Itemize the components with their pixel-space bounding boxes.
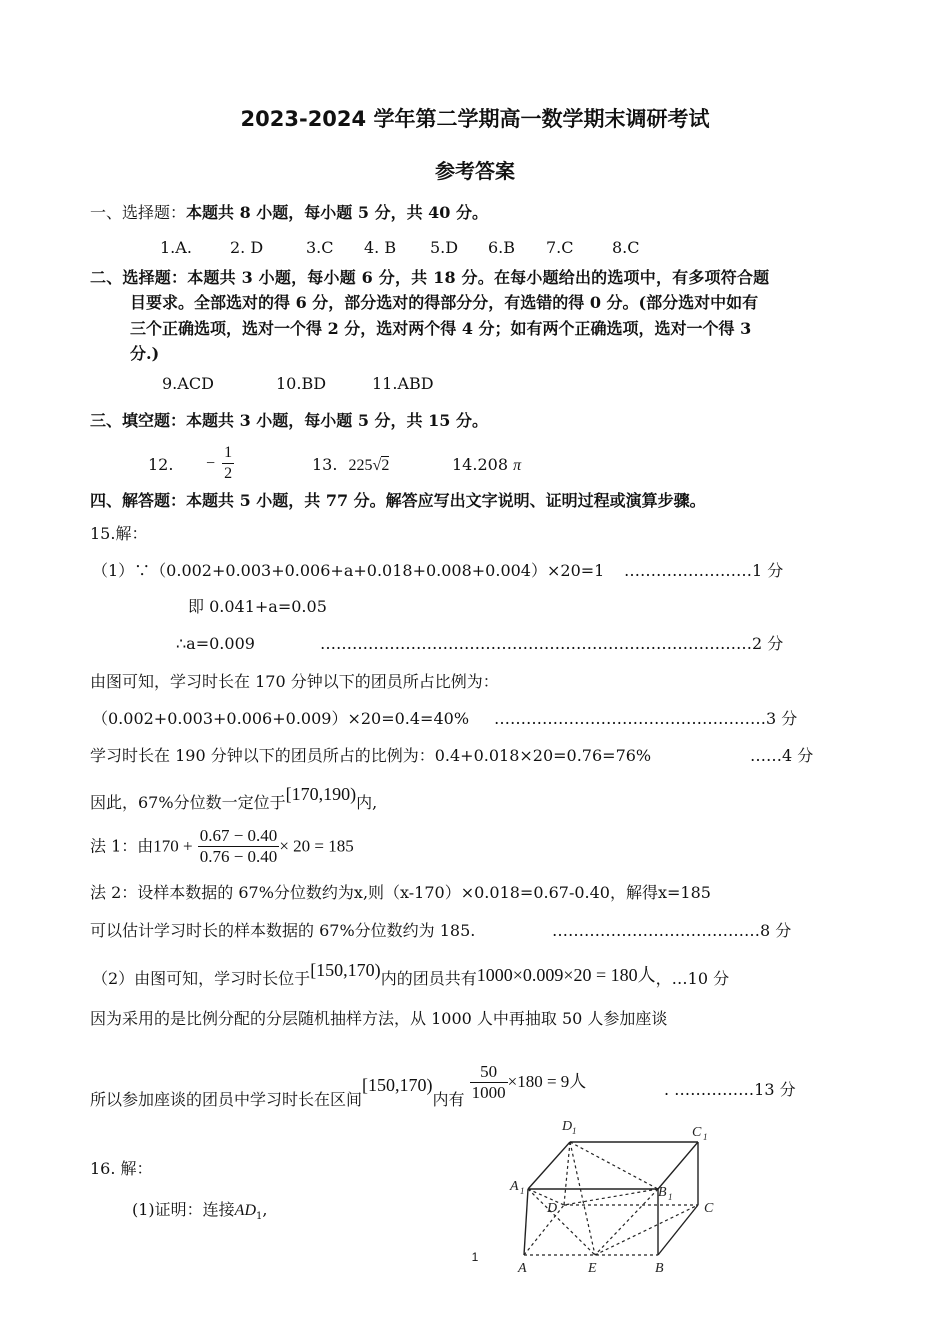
- q15-line13-numerator: 50: [470, 1062, 508, 1083]
- section2-line: 三个正确选项，选对一个得 2 分，选对两个得 4 分；如有两个正确选项，选对一个得 3: [130, 319, 752, 338]
- section3-heading: 三、填空题：本题共 3 小题，每小题 5 分，共 15 分。: [90, 411, 488, 430]
- edge-A1A: [524, 1189, 528, 1255]
- q16-line1-b: ,: [262, 1200, 268, 1219]
- sub-A1: 1: [520, 1186, 525, 1196]
- q15-score7: . ……………13 分: [664, 1080, 796, 1099]
- seg-A1D: [528, 1189, 564, 1205]
- q12-answer: [206, 443, 234, 484]
- q13-radicand: 2: [381, 457, 390, 474]
- q15-line7-a: 因此，67%分位数一定位于: [90, 793, 286, 812]
- q12-sign: −: [206, 455, 216, 472]
- section1-heading-plain: 一、选择题：: [90, 203, 187, 222]
- q15-line8-denominator: 0.76 − 0.40: [199, 847, 278, 866]
- q16-label: 16. 解：: [90, 1159, 153, 1178]
- label-E: E: [588, 1261, 597, 1276]
- label-A1: A: [510, 1179, 519, 1194]
- q15-line11-a: （2）由图可知，学习时长位于: [92, 969, 311, 988]
- q15-line7-b: 内,: [356, 793, 378, 812]
- q16-sub: 1: [256, 1211, 263, 1223]
- s1-answer: 1.A.: [160, 238, 192, 257]
- q15-line8: [90, 826, 354, 867]
- seg-B1E: [595, 1189, 658, 1255]
- q15-line8-numerator: 0.67 − 0.40: [199, 826, 278, 845]
- label-C: C: [704, 1201, 714, 1216]
- q15-line10: 可以估计学习时长的样本数据的 67%分位数约为 185.: [90, 921, 476, 940]
- q16-line1-a: (1)证明：连接: [132, 1200, 235, 1219]
- seg-A1E: [528, 1189, 595, 1255]
- page-title: 2023-2024 学年第二学期高一数学期末调研考试: [240, 107, 710, 131]
- s1-answer: 5.D: [430, 238, 459, 257]
- q14-pi: π: [513, 457, 522, 474]
- label-D1: D: [562, 1119, 573, 1134]
- q15-line11-interval: [150,170): [310, 960, 381, 980]
- q15-score3: ……………………………………………3 分: [494, 709, 798, 728]
- q15-line4: 由图可知，学习时长在 170 分钟以下的团员所占比例为：: [90, 672, 499, 691]
- s1-answer: 4. B: [364, 238, 397, 257]
- q15-line13-a: 所以参加座谈的团员中学习时长在区间: [90, 1090, 363, 1109]
- q15-line7: [90, 784, 378, 813]
- q15-line11-b: 内的团员共有: [380, 969, 477, 988]
- q15-line13-interval: [150,170): [362, 1075, 433, 1095]
- label-B: B: [655, 1261, 664, 1276]
- q13-label: 13.: [312, 455, 338, 474]
- s1-answer: 8.C: [612, 238, 640, 257]
- edge-D1D: [564, 1142, 570, 1205]
- q16-var: AD: [234, 1202, 256, 1219]
- sub-C1: 1: [703, 1132, 708, 1142]
- s1-answer: 7.C: [546, 238, 574, 257]
- q15-line8-pre: 170 +: [153, 836, 193, 856]
- q15-line11: [92, 960, 730, 989]
- q15-line13-denominator: 1000: [471, 1083, 506, 1102]
- section2-line: 二、选择题：本题共 3 小题，每小题 6 分，共 18 分。在每小题给出的选项中，有多项符合题: [90, 268, 770, 287]
- q15-line11-expr: 1000×0.009×20 = 180人: [476, 965, 656, 985]
- section1-heading: [90, 203, 488, 223]
- s2-answer: 9.ACD: [162, 374, 214, 393]
- label-A: A: [518, 1261, 527, 1276]
- q15-line1: （1）∵（0.002+0.003+0.006+a+0.018+0.008+0.004）×20=1: [92, 561, 605, 580]
- sqrt-icon: √: [372, 457, 382, 474]
- label-C1: C: [692, 1125, 702, 1140]
- s1-answer: 6.B: [488, 238, 516, 257]
- q15-line5: （0.002+0.003+0.006+0.009）×20=0.4=40%: [92, 709, 470, 728]
- q15-score1: ……………………1 分: [624, 561, 784, 580]
- q13-answer: [312, 455, 389, 476]
- q15-line13-post: ×180 = 9人: [507, 1072, 587, 1091]
- sub-B1: 1: [668, 1192, 673, 1202]
- q14-value: 208: [477, 455, 508, 474]
- q15-score5: …………………………………8 分: [552, 921, 792, 940]
- q15-interval: [170,190): [285, 784, 357, 804]
- q12-label: 12.: [148, 455, 174, 474]
- q15-line13: [90, 1062, 587, 1109]
- q15-line8-a: 法 1：由: [90, 836, 154, 856]
- s1-answer: 3.C: [306, 238, 334, 257]
- q16-line1: [132, 1200, 267, 1227]
- sub-D1: 1: [572, 1126, 577, 1136]
- q15-score4: ……4 分: [750, 746, 814, 765]
- edge-BC: [658, 1205, 698, 1255]
- q15-label: 15.解：: [90, 524, 148, 543]
- seg-EC: [595, 1205, 698, 1255]
- seg-D1E: [570, 1142, 595, 1255]
- q14-answer: [452, 455, 521, 476]
- q15-line3: ∴a=0.009: [176, 634, 255, 653]
- q14-label: 14.: [452, 455, 478, 474]
- q15-score2: ………………………………………………………………………2 分: [320, 634, 784, 653]
- section1-heading-bold: 本题共 8 小题，每小题 5 分，共 40 分。: [186, 203, 488, 222]
- q12-numerator: 1: [222, 443, 234, 464]
- section4-heading: 四、解答题：本题共 5 小题，共 77 分。解答应写出文字说明、证明过程或演算步骤。: [90, 491, 706, 510]
- section2-line: 目要求。全部选对的得 6 分，部分选对的得部分分，有选错的得 0 分。(部分选对中如有: [130, 293, 759, 312]
- q13-value: 225: [348, 457, 373, 474]
- s2-answer: 11.ABD: [372, 374, 434, 393]
- q15-score6: ，…10 分: [655, 969, 730, 988]
- section2-line: 分.): [130, 344, 160, 363]
- q15-line12: 因为采用的是比例分配的分层随机抽样方法，从 1000 人中再抽取 50 人参加座谈: [90, 1009, 668, 1028]
- edge-B1C1: [658, 1142, 698, 1189]
- s2-answer: 10.BD: [276, 374, 327, 393]
- s1-answer: 2. D: [230, 238, 264, 257]
- q15-line13-b: 内有: [432, 1090, 465, 1109]
- q15-line6: 学习时长在 190 分钟以下的团员所占的比例为：0.4+0.018×20=0.76=76%: [90, 746, 652, 765]
- edge-A1D1: [528, 1142, 570, 1189]
- q12-denominator: 2: [224, 465, 233, 482]
- q15-line2: 即 0.041+a=0.05: [188, 597, 327, 616]
- label-B1: B: [658, 1185, 667, 1200]
- label-D: D: [547, 1201, 558, 1216]
- q15-line9: 法 2：设样本数据的 67%分位数约为x,则（x-170）×0.018=0.67-0.40，解得x=185: [90, 883, 711, 902]
- q15-line8-post: × 20 = 185: [279, 836, 354, 856]
- edge-AD: [524, 1205, 564, 1255]
- page-number: 1: [471, 1250, 479, 1264]
- page-subtitle: 参考答案: [435, 159, 515, 183]
- seg-B1D: [564, 1189, 658, 1205]
- seg-D1B1: [570, 1142, 658, 1189]
